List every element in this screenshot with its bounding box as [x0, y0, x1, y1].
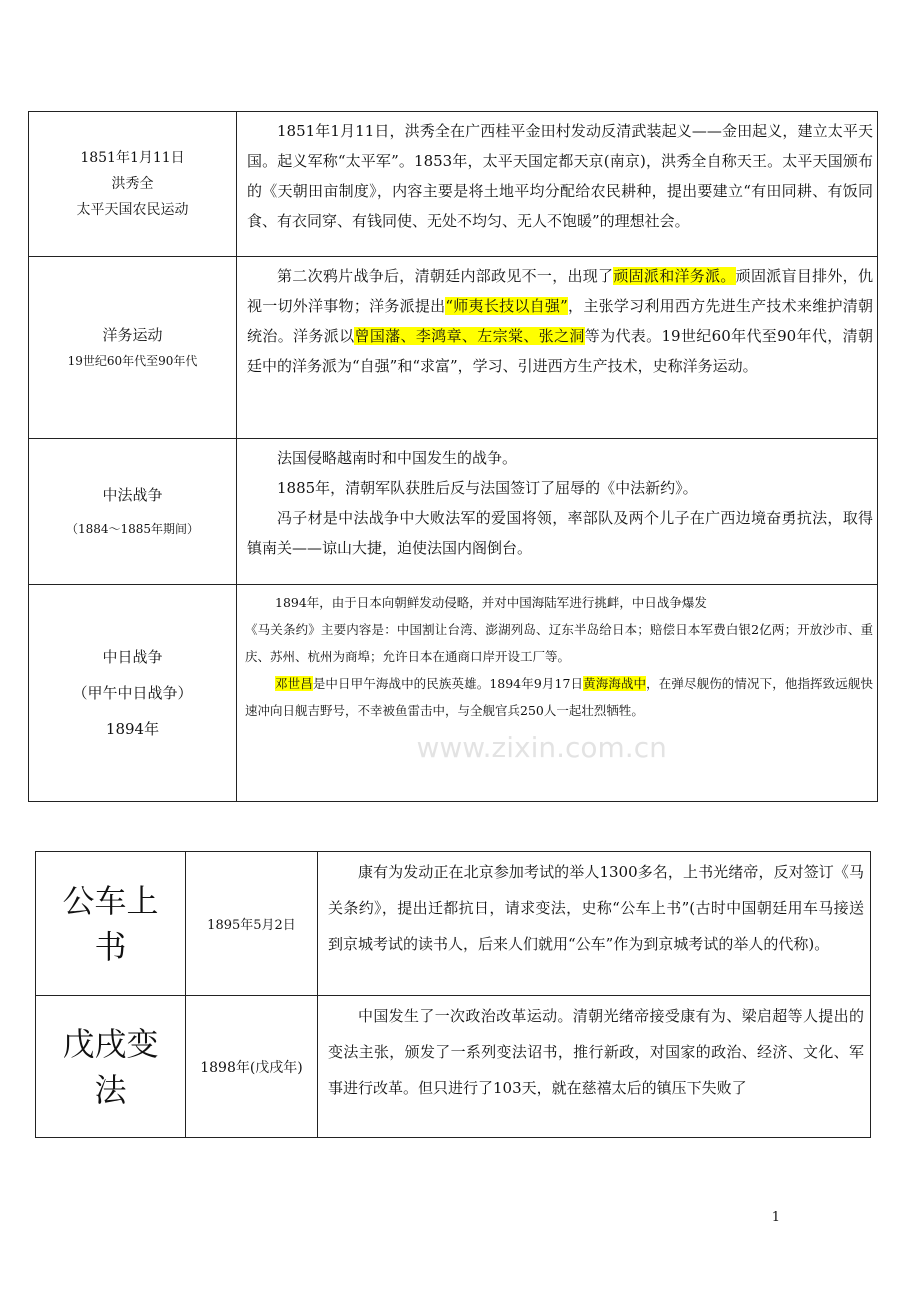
paragraph: 《马关条约》主要内容是：中国割让台湾、澎湖列岛、辽东半岛给日本；赔偿日本军费白银2亿两；开放沙市、重庆、苏州、杭州为商埠；允许日本在通商口岸开设工厂等。	[245, 622, 873, 664]
events-table-2	[35, 851, 871, 1138]
event-label-cell	[29, 439, 237, 585]
event-period: （1884～1885年期间）	[65, 521, 200, 536]
events-table-1	[28, 111, 878, 802]
event-date: 1895年5月2日	[186, 852, 318, 996]
event-content-cell	[237, 585, 878, 802]
event-label-cell	[29, 112, 237, 257]
paragraph: 第二次鸦片战争后，清朝廷内部政见不一，出现了顽固派和洋务派。顽固派盲目排外，仇视一切外洋事物；洋务派提出“师夷长技以自强”，主张学习利用西方先进生产技术来维护清朝统治。洋务派以曾国藩、李鸿章、左宗棠、张之洞等为代表。19世纪60年代至90年代，清朝廷中的洋务派为“自强”和“求富”，学习、引进西方生产技术，史称洋务运动。	[247, 267, 873, 375]
paragraph: 康有为发动正在北京参加考试的举人1300多名，上书光绪帝，反对签订《马关条约》，提出迁都抗日，请求变法，史称“公车上书”(古时中国朝廷用车马接送到京城考试的读书人，后来人们就用“公车”作为到京城考试的举人的代称)。	[328, 863, 864, 953]
table-row	[29, 585, 878, 802]
page-number: 1	[771, 1210, 780, 1225]
paragraph: 1885年，清朝军队获胜后反与法国签订了屈辱的《中法新约》。	[277, 479, 698, 497]
event-alias: （甲午中日战争）	[72, 684, 193, 702]
event-name: 太平天国农民运动	[76, 202, 189, 218]
event-title: 公车上书	[36, 852, 186, 996]
event-name: 洋务运动	[102, 325, 163, 344]
paragraph: 1851年1月11日，洪秀全在广西桂平金田村发动反清武装起义——金田起义，建立太平天国。起义军称“太平军”。1853年，太平天国定都天京(南京)，洪秀全自称天王。太平天国颁布的《天朝田亩制度》，内容主要是将土地平均分配给农民耕种，提出要建立“有田同耕、有饭同食、有衣同穿、有钱同使、无处不均匀、无人不饱暖”的理想社会。	[247, 122, 873, 230]
event-content-cell	[237, 439, 878, 585]
event-date: 1898年(戊戌年)	[186, 996, 318, 1138]
event-content-cell	[237, 257, 878, 439]
highlight: 黄海海战中	[583, 676, 647, 691]
event-person: 洪秀全	[111, 176, 154, 192]
event-content-cell	[237, 112, 878, 257]
event-period: 19世纪60年代至90年代	[67, 353, 198, 368]
event-content-cell	[318, 852, 871, 996]
highlight: 顽固派和洋务派。	[613, 267, 736, 285]
paragraph: 1894年，由于日本向朝鲜发动侵略，并对中国海陆军进行挑衅，中日战争爆发	[275, 595, 707, 610]
paragraph: 法国侵略越南时和中国发生的战争。	[277, 449, 518, 467]
table-row	[29, 257, 878, 439]
event-name: 中日战争	[102, 648, 163, 666]
table-row	[36, 996, 871, 1138]
highlight: 邓世昌	[275, 676, 313, 691]
event-date: 1851年1月11日	[80, 150, 185, 166]
event-name: 中法战争	[102, 485, 163, 504]
paragraph: 冯子材是中法战争中大败法军的爱国将领，率部队及两个儿子在广西边境奋勇抗法，取得镇南关——谅山大捷，迫使法国内阁倒台。	[247, 509, 873, 557]
event-content-cell	[318, 996, 871, 1138]
table-row	[29, 439, 878, 585]
watermark: www.zixin.com.cn	[416, 730, 667, 764]
event-year: 1894年	[105, 720, 160, 738]
table-row	[29, 112, 878, 257]
highlight: “师夷长技以自强”	[445, 297, 568, 315]
table-row	[36, 852, 871, 996]
event-label-cell	[29, 257, 237, 439]
paragraph: 邓世昌是中日甲午海战中的民族英雄。1894年9月17日黄海海战中，在弹尽舰伤的情况下，他指挥致远舰快速冲向日舰吉野号，不幸被鱼雷击中，与全舰官兵250人一起壮烈牺牲。	[245, 676, 873, 718]
event-label-cell	[29, 585, 237, 802]
highlight: 曾国藩、李鸿章、左宗棠、张之洞	[354, 327, 585, 345]
event-title: 戊戌变法	[36, 996, 186, 1138]
paragraph: 中国发生了一次政治改革运动。清朝光绪帝接受康有为、梁启超等人提出的变法主张，颁发了一系列变法诏书，推行新政，对国家的政治、经济、文化、军事进行改革。但只进行了103天，就在慈禧太后的镇压下失败了	[328, 1007, 864, 1097]
